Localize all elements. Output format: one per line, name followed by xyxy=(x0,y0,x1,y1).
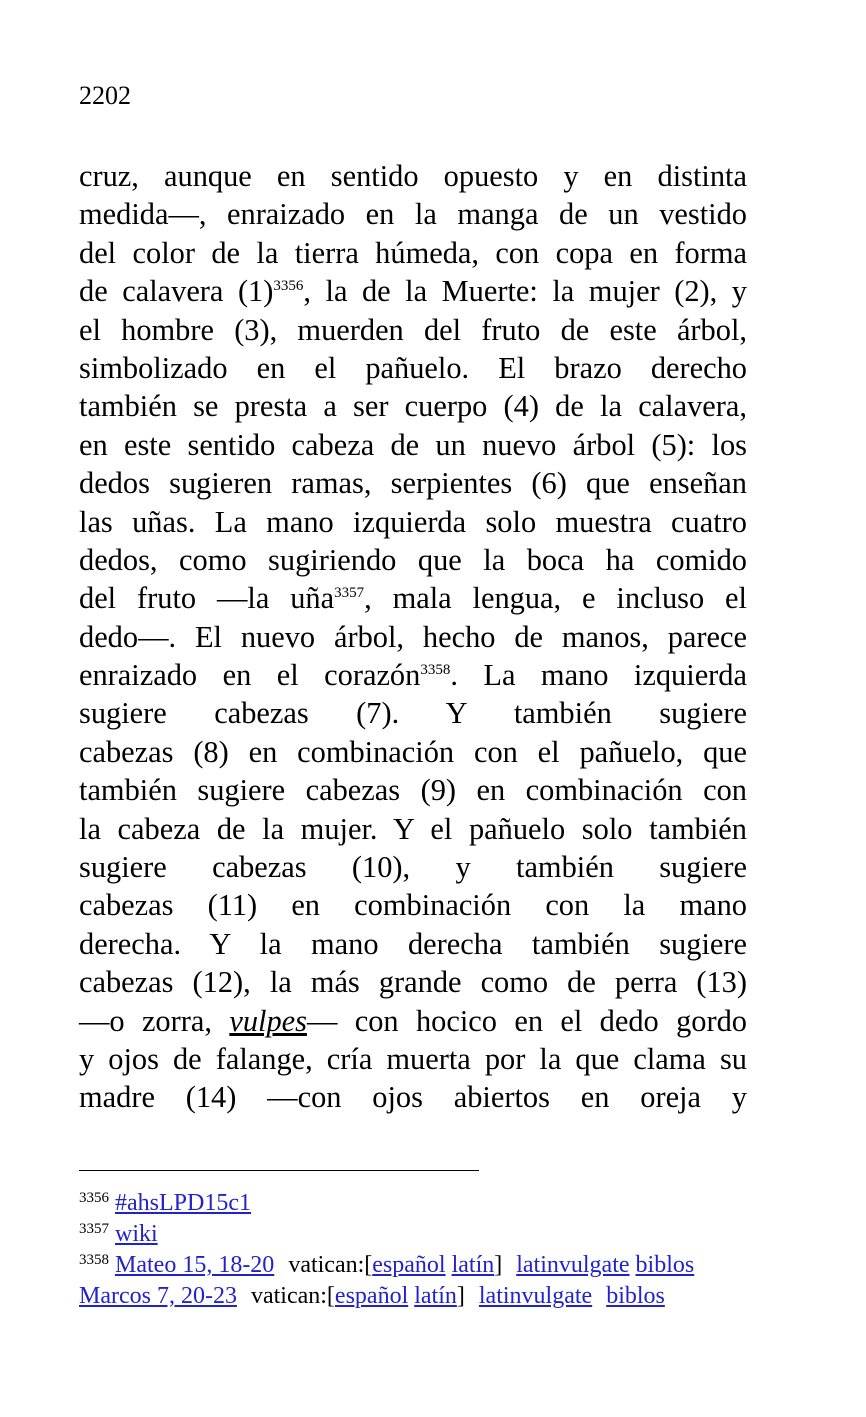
vatican-label: vatican:[ xyxy=(288,1252,373,1278)
text-line: y ojos de falange, cría muerta por la que clama su xyxy=(79,1041,747,1076)
text-line: dedos sugieren ramas, serpientes (6) que enseñan xyxy=(79,466,747,501)
text-line: sugiere cabezas (7). Y también sugiere xyxy=(79,696,747,731)
footnote-ref-3356[interactable]: 3356 xyxy=(273,277,304,294)
footnote-3358 xyxy=(79,1250,769,1281)
text-line: en este sentido cabeza de un nuevo árbol (5): los xyxy=(79,427,747,462)
text-line: las uñas. La mano izquierda solo muestra cuatro xyxy=(79,504,747,539)
footnote-number: 3358 xyxy=(79,1251,109,1268)
footnote-link-biblos[interactable]: biblos xyxy=(606,1283,665,1309)
footnote-number: 3356 xyxy=(79,1189,109,1206)
text-line: cabezas (11) en combinación con la mano xyxy=(79,888,747,923)
line-text: de calavera (1) xyxy=(79,274,274,309)
line-text: del fruto ―la uña xyxy=(79,581,335,616)
vatican-close: ] xyxy=(494,1252,503,1278)
footnote-ref-3357[interactable]: 3357 xyxy=(334,585,365,602)
text-line: cabezas (12), la más grande como de perra (13) xyxy=(79,965,747,1000)
page-number: 2202 xyxy=(79,81,131,110)
text-line: también se presta a ser cuerpo (4) de la calavera, xyxy=(79,389,747,424)
footnote-divider xyxy=(79,1170,479,1171)
text-line: del color de la tierra húmeda, con copa en forma xyxy=(79,235,747,270)
text-line: sugiere cabezas (10), y también sugiere xyxy=(79,850,747,885)
vatican-label: vatican:[ xyxy=(250,1283,335,1309)
footnote-link-ahsLPD15c1[interactable]: #ahsLPD15c1 xyxy=(115,1190,251,1216)
footnote-3356 xyxy=(79,1188,769,1219)
footnote-3358-cont xyxy=(79,1281,769,1312)
footnote-link-latinvulgate[interactable]: latinvulgate xyxy=(478,1283,593,1309)
footnote-ref-3358[interactable]: 3358 xyxy=(420,661,451,678)
line-text: ―o zorra, xyxy=(79,1003,230,1038)
text-line xyxy=(79,272,747,310)
footnote-number: 3357 xyxy=(79,1220,109,1237)
text-line: madre (14) ―con ojos abiertos en oreja y xyxy=(79,1080,747,1115)
text-line: también sugiere cabezas (9) en combinación con xyxy=(79,773,747,808)
footnote-link-espanol[interactable]: español xyxy=(334,1283,409,1309)
text-line xyxy=(79,579,747,617)
vatican-close: ] xyxy=(456,1283,465,1309)
line-text: . La mano izquierda xyxy=(450,658,747,693)
text-line: derecha. Y la mano derecha también sugiere xyxy=(79,926,747,961)
footnote-3357 xyxy=(79,1219,769,1250)
body-text xyxy=(79,157,747,1117)
footnote-link-biblos[interactable]: biblos xyxy=(635,1252,695,1278)
footnote-link-marcos[interactable]: Marcos 7, 20-23 xyxy=(79,1283,237,1309)
vulpes-italic-link[interactable]: vulpes xyxy=(229,1003,307,1038)
line-text: , mala lengua, e incluso el xyxy=(364,581,747,616)
footnote-link-latin[interactable]: latín xyxy=(451,1252,495,1278)
line-text: , la de la Muerte: la mujer (2), y xyxy=(303,274,747,309)
text-line xyxy=(79,656,747,694)
footnote-link-espanol[interactable]: español xyxy=(372,1252,446,1278)
line-text: enraizado en el corazón xyxy=(79,658,421,693)
text-line: medida―, enraizado en la manga de un vestido xyxy=(79,197,747,232)
footnotes xyxy=(79,1188,769,1312)
text-line: la cabeza de la mujer. Y el pañuelo solo también xyxy=(79,811,747,846)
line-text: ― con hocico en el dedo gordo xyxy=(306,1003,747,1038)
text-line: cruz, aunque en sentido opuesto y en distinta xyxy=(79,159,747,193)
footnote-link-latinvulgate[interactable]: latinvulgate xyxy=(516,1252,630,1278)
text-line: dedo―. El nuevo árbol, hecho de manos, parece xyxy=(79,619,747,654)
text-line: simbolizado en el pañuelo. El brazo derecho xyxy=(79,350,747,385)
text-line: el hombre (3), muerden del fruto de este árbol, xyxy=(79,312,747,347)
footnote-link-wiki[interactable]: wiki xyxy=(115,1221,158,1247)
footnote-link-mateo[interactable]: Mateo 15, 18-20 xyxy=(115,1252,275,1278)
footnote-link-latin[interactable]: latín xyxy=(414,1283,457,1309)
text-line xyxy=(79,1002,747,1040)
text-line: cabezas (8) en combinación con el pañuelo, que xyxy=(79,734,747,769)
text-line: dedos, como sugiriendo que la boca ha comido xyxy=(79,542,747,577)
